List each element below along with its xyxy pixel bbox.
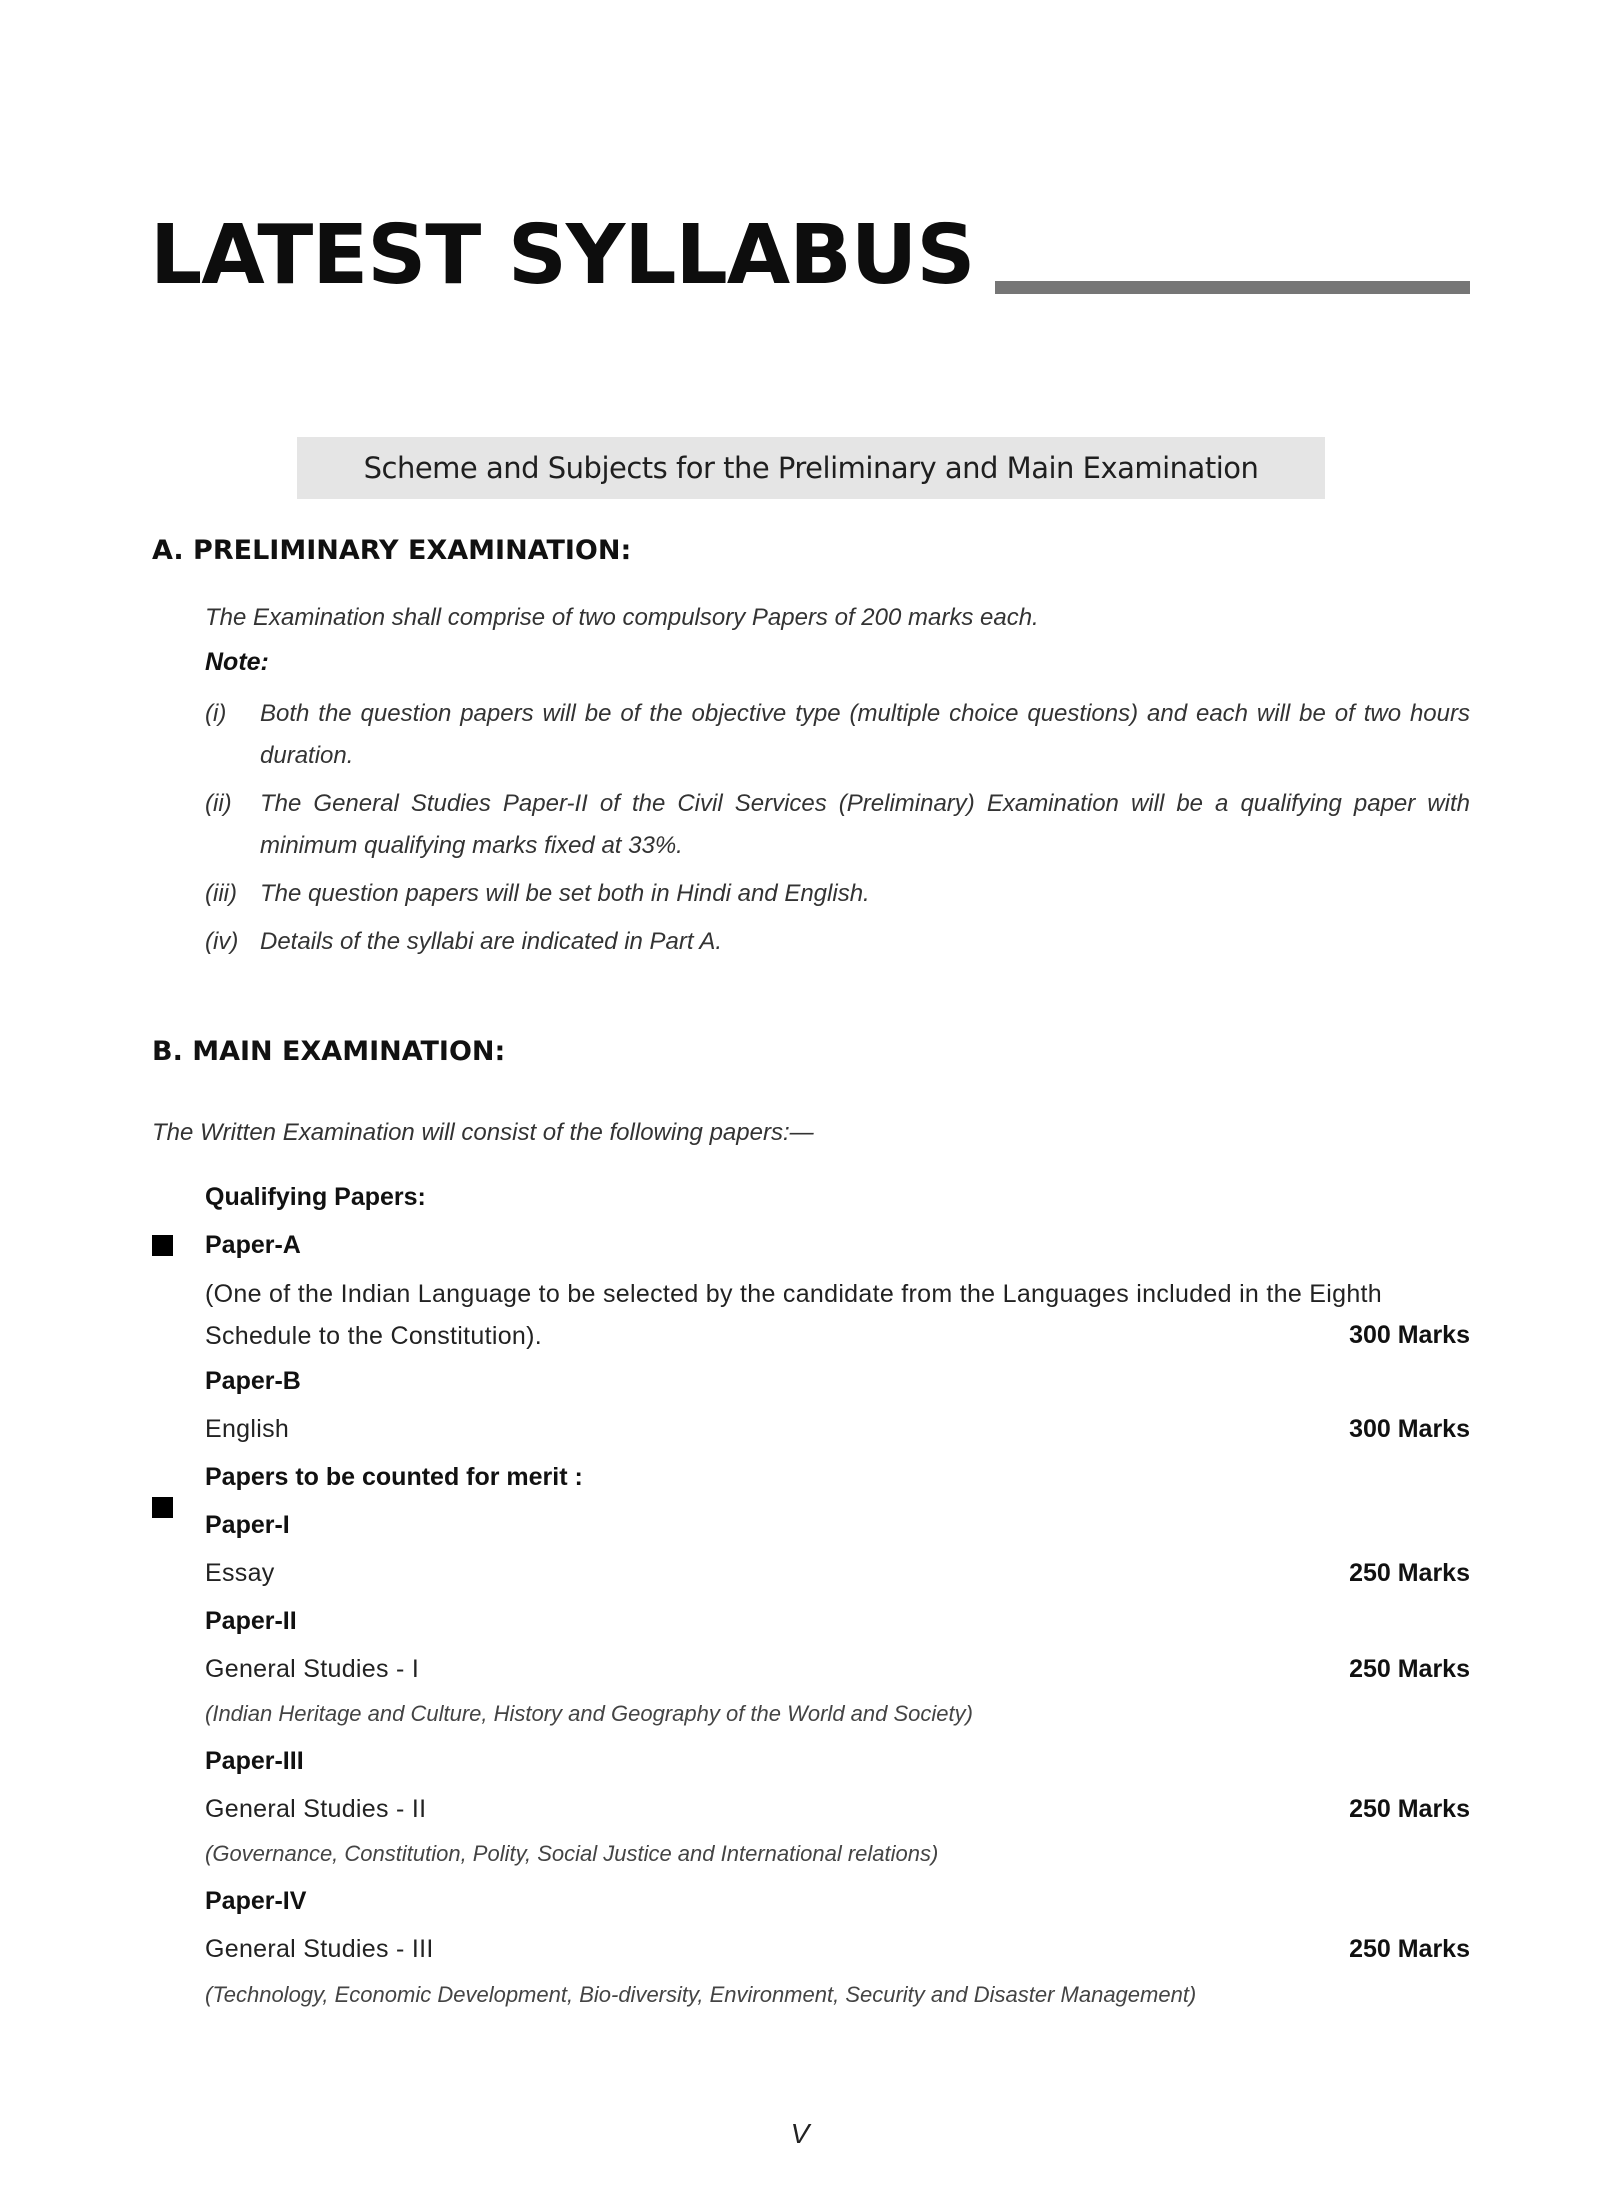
bullet-square-icon bbox=[152, 1235, 173, 1256]
paper-2-label: Paper-II bbox=[205, 1607, 297, 1635]
prelim-intro: The Examination shall comprise of two compulsory Papers of 200 marks each. bbox=[205, 604, 1039, 631]
main-intro: The Written Examination will consist of the following papers:— bbox=[152, 1119, 814, 1146]
note-number: (ii) bbox=[205, 790, 232, 817]
note-number: (iv) bbox=[205, 928, 239, 955]
note-item bbox=[205, 693, 1470, 777]
paper-2-note: (Indian Heritage and Culture, History and Geography of the World and Society) bbox=[205, 1701, 973, 1726]
paper-4-note: (Technology, Economic Development, Bio-diversity, Environment, Security and Disaster Management) bbox=[205, 1982, 1197, 2007]
paper-1-subject: Essay bbox=[205, 1559, 275, 1587]
paper-3-note: (Governance, Constitution, Polity, Social Justice and International relations) bbox=[205, 1841, 939, 1866]
title-rule bbox=[995, 281, 1470, 294]
merit-papers-label: Papers to be counted for merit : bbox=[205, 1463, 583, 1491]
paper-b-subject: English bbox=[205, 1415, 290, 1443]
page-title: LATEST SYLLABUS bbox=[150, 208, 975, 303]
paper-4-label: Paper-IV bbox=[205, 1887, 307, 1915]
note-number: (i) bbox=[205, 700, 227, 727]
paper-1-marks: 250 Marks bbox=[1349, 1559, 1470, 1587]
paper-a-description bbox=[205, 1273, 1470, 1357]
paper-a-desc-line2: Schedule to the Constitution). bbox=[205, 1322, 542, 1350]
prelim-heading: A. PRELIMINARY EXAMINATION: bbox=[152, 535, 632, 566]
paper-4-subject: General Studies - III bbox=[205, 1935, 434, 1963]
paper-1-label: Paper-I bbox=[205, 1511, 290, 1539]
note-item bbox=[205, 873, 1470, 915]
note-text: The question papers will be set both in Hindi and English. bbox=[260, 880, 870, 907]
paper-2-subject: General Studies - I bbox=[205, 1655, 420, 1683]
paper-4-marks: 250 Marks bbox=[1349, 1935, 1470, 1963]
paper-3-marks: 250 Marks bbox=[1349, 1795, 1470, 1823]
paper-3-label: Paper-III bbox=[205, 1747, 304, 1775]
bullet-square-icon bbox=[152, 1497, 173, 1518]
paper-2-marks: 250 Marks bbox=[1349, 1655, 1470, 1683]
paper-3-subject: General Studies - II bbox=[205, 1795, 427, 1823]
paper-b-marks: 300 Marks bbox=[1349, 1415, 1470, 1443]
note-label: Note: bbox=[205, 648, 269, 676]
paper-a-marks: 300 Marks bbox=[1349, 1321, 1470, 1349]
note-text: The General Studies Paper-II of the Civil Services (Preliminary) Examination will be a qualifying paper with minimum qualifying marks fixed at 33%. bbox=[260, 790, 1470, 859]
note-number: (iii) bbox=[205, 880, 237, 907]
note-list bbox=[205, 693, 1470, 969]
note-text: Both the question papers will be of the objective type (multiple choice questions) and each will be of two hours duration. bbox=[260, 700, 1470, 769]
main-heading: B. MAIN EXAMINATION: bbox=[152, 1036, 506, 1067]
paper-b-label: Paper-B bbox=[205, 1367, 301, 1395]
note-text: Details of the syllabi are indicated in Part A. bbox=[260, 928, 723, 955]
paper-a-label: Paper-A bbox=[205, 1231, 301, 1259]
page-number: V bbox=[790, 2118, 810, 2149]
note-item bbox=[205, 783, 1470, 867]
scheme-banner: Scheme and Subjects for the Preliminary and Main Examination bbox=[297, 437, 1325, 499]
note-item bbox=[205, 921, 1470, 963]
qualifying-papers-label: Qualifying Papers: bbox=[205, 1183, 426, 1211]
paper-a-desc-line1: (One of the Indian Language to be selected by the candidate from the Languages included in the Eighth bbox=[205, 1280, 1382, 1308]
